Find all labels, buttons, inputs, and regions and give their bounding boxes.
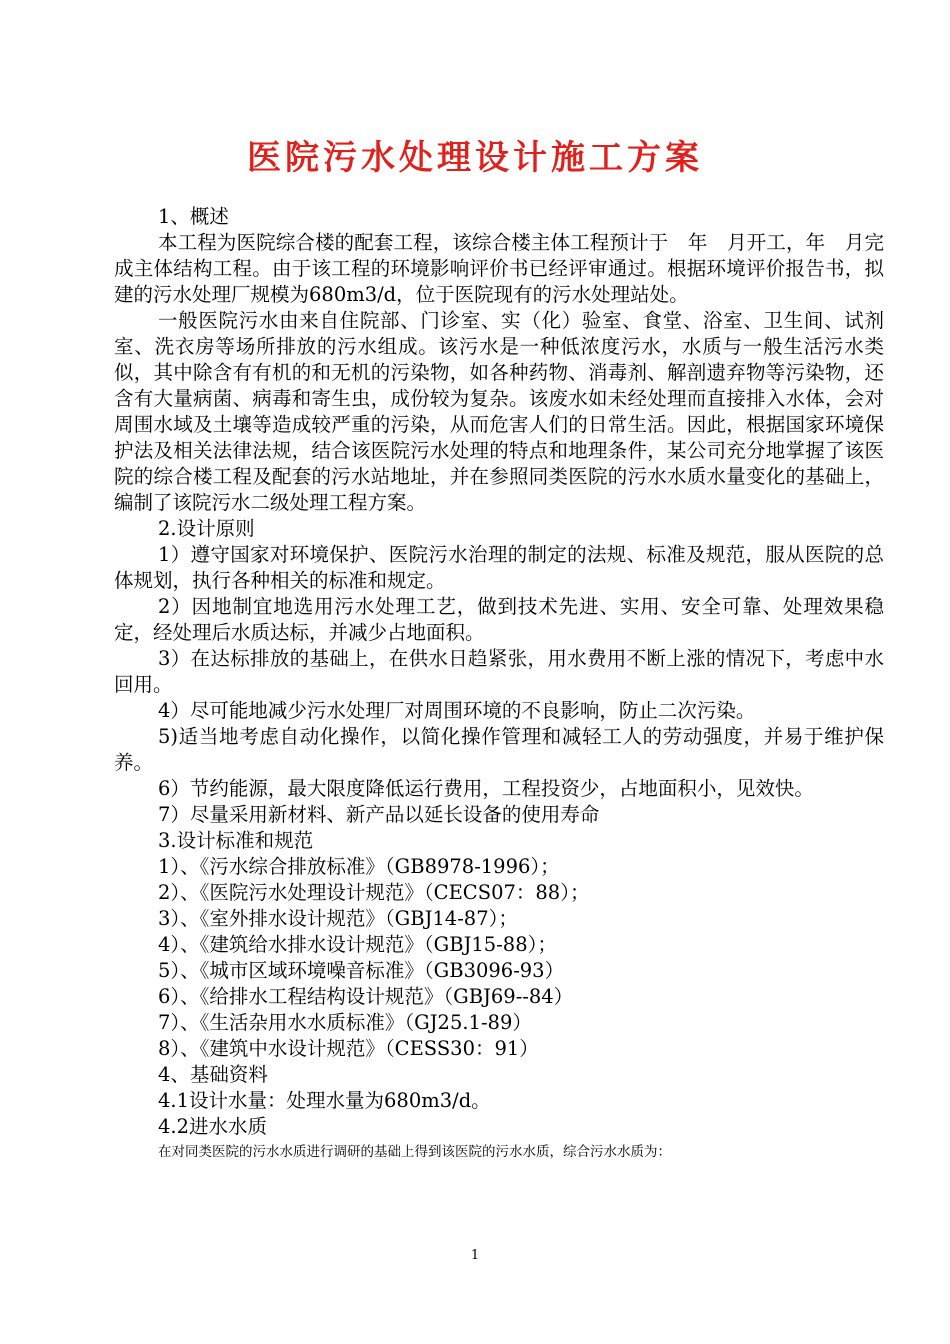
- standard-item-4: 4）、《建筑给水排水设计规范》（GBJ15-88）；: [158, 933, 557, 956]
- standard-item-7: 7）、《生活杂用水水质标准》（GJ25.1-89）: [158, 1011, 532, 1034]
- principle-item-4: 4）尽可能地减少污水处理厂对周围环境的不良影响，防止二次污染。: [158, 699, 756, 722]
- principle-item-3: 3）在达标排放的基础上，在供水日趋紧张，用水费用不断上涨的情况下，考虑中水回用。: [114, 647, 884, 696]
- page-number: 1: [470, 1248, 480, 1263]
- principle-item-7: 7）尽量采用新材料、新产品以延长设备的使用寿命: [158, 803, 600, 826]
- principle-item-2: 2）因地制宜地选用污水处理工艺，做到技术先进、实用、安全可靠、处理效果稳定，经处理后水质达标，并减少占地面积。: [114, 595, 884, 644]
- paragraph-overview: 本工程为医院综合楼的配套工程，该综合楼主体工程预计于 年 月开工，年 月完成主体结构工程。由于该工程的环境影响评价书已经评审通过。根据环境评价报告书，拟建的污水处理厂规模为680m3/d，位于医院现有的污水处理站处。: [114, 231, 884, 306]
- section-heading-1: 1、概述: [158, 205, 229, 228]
- standard-item-1: 1）、《污水综合排放标准》（GB8978-1996）；: [158, 855, 560, 878]
- subsection-4-1: 4.1设计水量：处理水量为680m3/d。: [158, 1089, 491, 1112]
- standard-item-6: 6）、《给排水工程结构设计规范》（GBJ69--84）: [158, 985, 574, 1008]
- paragraph-wastewater-sources: 一般医院污水由来自住院部、门诊室、实（化）验室、食堂、浴室、卫生间、试剂室、洗衣房等场所排放的污水组成。该污水是一种低浓度污水，水质与一般生活污水类似，其中除含有有机的和无机的污染物，如各种药物、消毒剂、解剖遗弃物等污染物，还含有大量病菌、病毒和寄生虫，成份较为复杂。该废水如未经处理而直接排入水体，会对周围水域及土壤等造成较严重的污染，从而危害人们的日常生活。因此，根据国家环境保护法及相关法律法规，结合该医院污水处理的特点和地理条件，某公司充分地掌握了该医院的综合楼工程及配套的污水站地址，并在参照同类医院的污水水质水量变化的基础上，编制了该院污水二级处理工程方案。: [114, 309, 884, 514]
- principle-item-5: 5)适当地考虑自动化操作，以简化操作管理和减轻工人的劳动强度，并易于维护保养。: [114, 725, 884, 774]
- paragraph-influent-quality-note: 在对同类医院的污水水质进行调研的基础上得到该医院的污水水质，综合污水水质为：: [158, 1144, 671, 1160]
- principle-item-6: 6）节约能源，最大限度降低运行费用，工程投资少，占地面积小，见效快。: [158, 777, 814, 800]
- standard-item-2: 2）、《医院污水处理设计规范》（CECS07：88）；: [158, 881, 590, 904]
- document-title: 医院污水处理设计施工方案: [247, 138, 703, 178]
- document-body: [114, 204, 884, 1162]
- section-heading-3: 3.设计标准和规范: [158, 829, 314, 852]
- standard-item-5: 5）、《城市区域环境噪音标准》（GB3096-93）: [158, 959, 565, 982]
- section-heading-4: 4、基础资料: [158, 1063, 268, 1086]
- section-heading-2: 2.设计原则: [158, 517, 255, 540]
- principle-item-1: 1）遵守国家对环境保护、医院污水治理的制定的法规、标准及规范，服从医院的总体规划，执行各种相关的标准和规定。: [114, 543, 884, 592]
- standard-item-8: 8）、《建筑中水设计规范》（CESS30：91）: [158, 1037, 539, 1060]
- subsection-4-2: 4.2进水水质: [158, 1115, 268, 1138]
- standard-item-3: 3）、《室外排水设计规范》（GBJ14-87）；: [158, 907, 518, 930]
